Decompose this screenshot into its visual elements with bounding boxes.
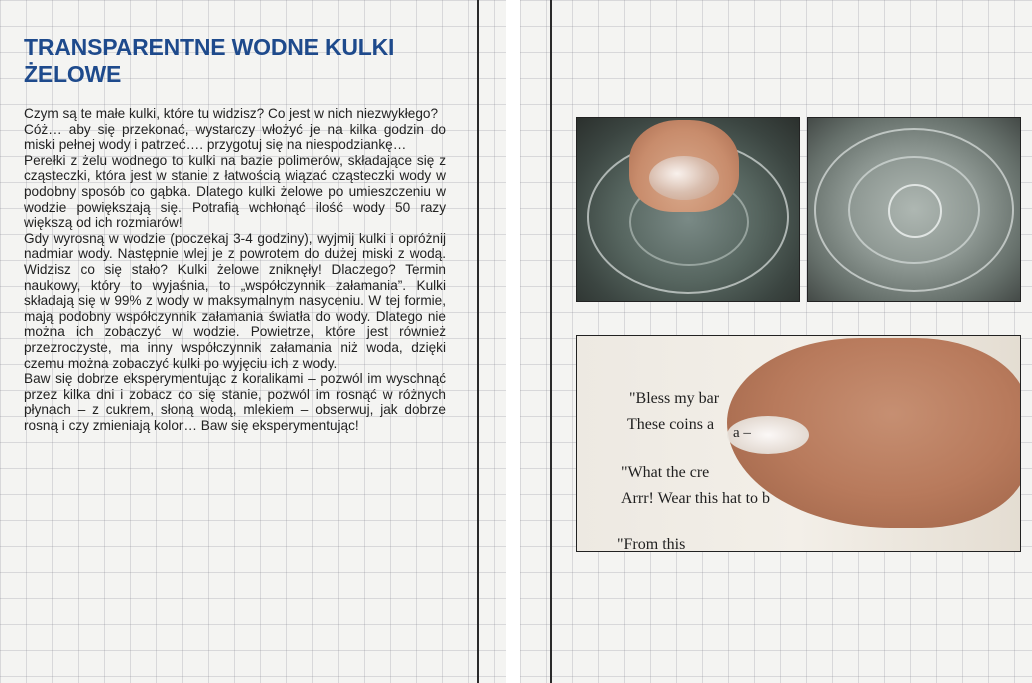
photo-book-magnifier xyxy=(576,335,1021,552)
paragraph: Baw się dobrze eksperymentując z koralikami – pozwól im wyschnąć przez kilka dni i zobacz co się stanie, pozwól im rosnąć w różnych płynach – z cukrem, słoną wodą, mlekiem – obserwuj, jak dobrze rosną i czy zmieniają kolor… Baw się eksperymentując! xyxy=(24,371,446,433)
photo-hands-bowl xyxy=(576,117,800,302)
article-body xyxy=(24,106,446,433)
gel-beads-shape xyxy=(649,156,719,200)
magnified-text: a – xyxy=(733,425,751,441)
photo-empty-bowl xyxy=(807,117,1021,302)
book-text-line: "Bless my bar xyxy=(629,390,720,407)
bowl-center-shape xyxy=(888,184,942,238)
book-text-line: "From this xyxy=(617,536,686,552)
paragraph: Cóż… aby się przekonać, wystarczy włożyć je na kilka godzin do miski pełnej wody i patrzeć…. przygotuj się na niespodziankę… xyxy=(24,121,446,153)
paragraph: Gdy wyrosną w wodzie (poczekaj 3-4 godziny), wyjmij kulki i opróżnij nadmiar wody. Następnie wlej je z powrotem do dużej miski z wodą. Widzisz co się stało? Kulki żelowe zniknęły! Dlaczego? Termin naukowy, który to wyjaśnia, to „współczynnik załamania”. Kulki składają się w 99% z wody w maksymalnym nasyceniu. W tej formie, mają podobny współczynnik załamania światła do wody. Dlatego nie można ich zobaczyć w wodzie. Powietrze, które jest również przezroczyste, ma inny współczynnik załamania niż woda, dzięki czemu można zobaczyć kulki po wyjęciu ich z wody. xyxy=(24,230,446,371)
book-text-line: These coins a xyxy=(627,416,715,433)
book-text-line: Arrr! Wear this hat to b xyxy=(621,490,771,507)
book-text-line: "What the cre xyxy=(621,464,710,481)
paragraph: Perełki z żelu wodnego to kulki na bazie polimerów, składające się z cząsteczki, która jest w stanie z łatwością wiązać cząsteczki wody w podobny sposób co gąbka. Dlatego kulki żelowe po umieszczeniu w wodzie powiększają się. Potrafią wchłonąć ilość wody 50 razy większą od ich rozmiarów! xyxy=(24,152,446,231)
right-page xyxy=(520,0,1032,683)
article-title: TRANSPARENTNE WODNE KULKI ŻELOWE xyxy=(24,34,395,87)
paragraph: Czym są te małe kulki, które tu widzisz? Co jest w nich niezwykłego? xyxy=(24,106,439,121)
left-page xyxy=(0,0,506,683)
margin-line xyxy=(550,0,552,683)
page-gutter xyxy=(506,0,520,683)
margin-line xyxy=(477,0,479,683)
